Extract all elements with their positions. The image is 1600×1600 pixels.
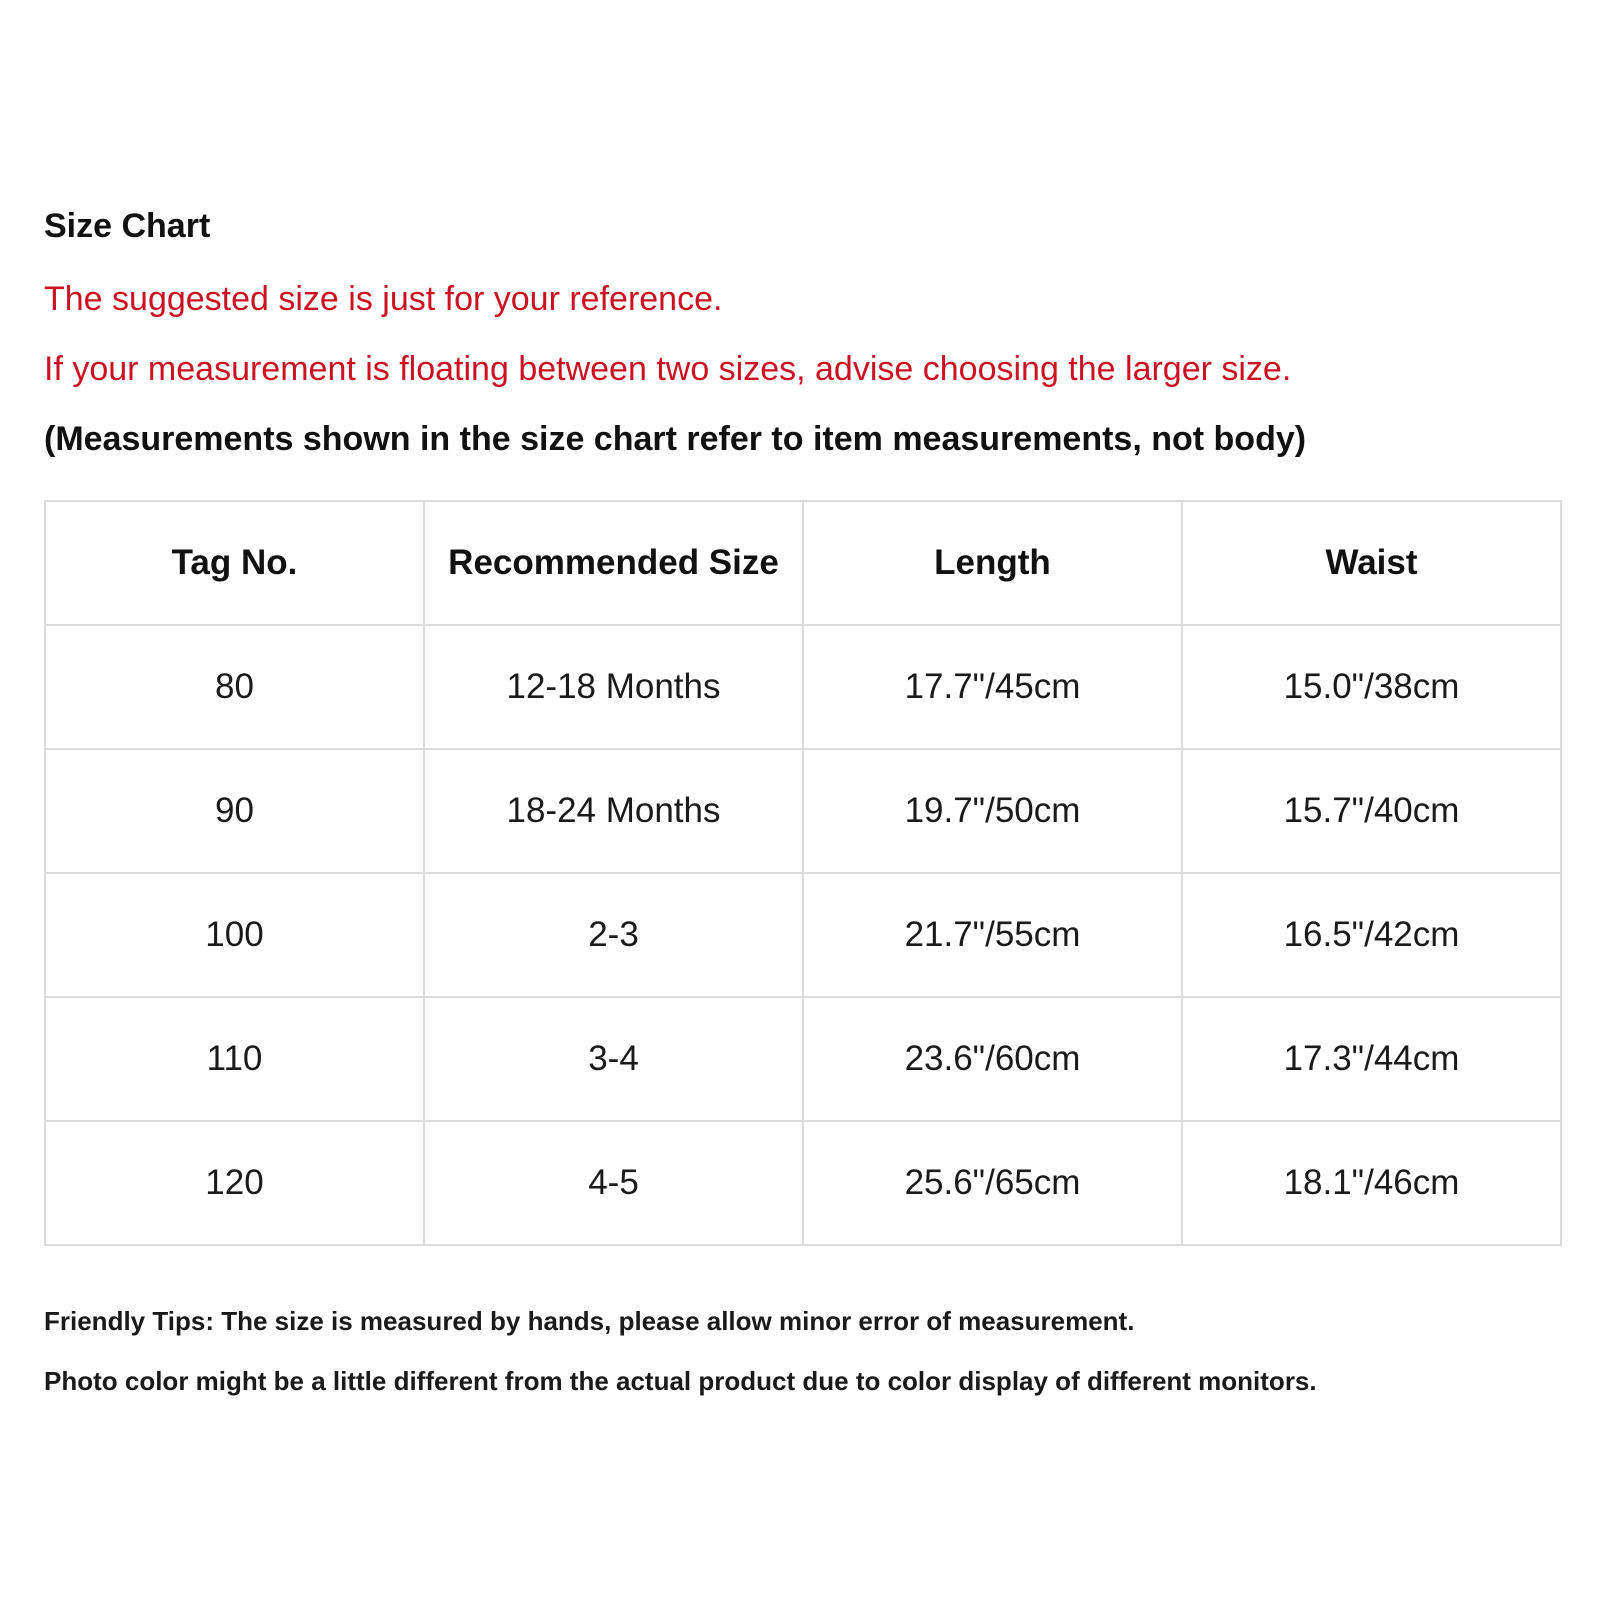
cell-length: 23.6"/60cm — [803, 997, 1182, 1121]
cell-waist: 15.7"/40cm — [1182, 749, 1561, 873]
cell-waist: 17.3"/44cm — [1182, 997, 1561, 1121]
cell-tag-no: 110 — [45, 997, 424, 1121]
cell-tag-no: 90 — [45, 749, 424, 873]
sizing-advice-note: If your measurement is floating between two sizes, advise choosing the larger size. — [44, 350, 1292, 388]
cell-length: 19.7"/50cm — [803, 749, 1182, 873]
table-row — [45, 997, 1561, 1121]
color-disclaimer: Photo color might be a little different from the actual product due to color display of different monitors. — [44, 1366, 1317, 1396]
header-recommended-size: Recommended Size — [424, 501, 803, 625]
table-row — [45, 625, 1561, 749]
cell-waist: 15.0"/38cm — [1182, 625, 1561, 749]
cell-waist: 16.5"/42cm — [1182, 873, 1561, 997]
header-length: Length — [803, 501, 1182, 625]
cell-recommended-size: 3-4 — [424, 997, 803, 1121]
reference-note: The suggested size is just for your reference. — [44, 280, 723, 318]
size-table — [44, 500, 1562, 1246]
table-header-row — [45, 501, 1561, 625]
header-waist: Waist — [1182, 501, 1561, 625]
table-row — [45, 873, 1561, 997]
cell-recommended-size: 12-18 Months — [424, 625, 803, 749]
measurement-disclaimer: (Measurements shown in the size chart refer to item measurements, not body) — [44, 420, 1307, 458]
cell-waist: 18.1"/46cm — [1182, 1121, 1561, 1245]
friendly-tip: Friendly Tips: The size is measured by hands, please allow minor error of measurement. — [44, 1306, 1135, 1336]
cell-tag-no: 120 — [45, 1121, 424, 1245]
cell-tag-no: 100 — [45, 873, 424, 997]
header-tag-no: Tag No. — [45, 501, 424, 625]
cell-length: 25.6"/65cm — [803, 1121, 1182, 1245]
cell-length: 17.7"/45cm — [803, 625, 1182, 749]
cell-recommended-size: 2-3 — [424, 873, 803, 997]
table-row — [45, 749, 1561, 873]
cell-tag-no: 80 — [45, 625, 424, 749]
table-row — [45, 1121, 1561, 1245]
cell-length: 21.7"/55cm — [803, 873, 1182, 997]
cell-recommended-size: 18-24 Months — [424, 749, 803, 873]
page-title: Size Chart — [44, 207, 211, 245]
cell-recommended-size: 4-5 — [424, 1121, 803, 1245]
